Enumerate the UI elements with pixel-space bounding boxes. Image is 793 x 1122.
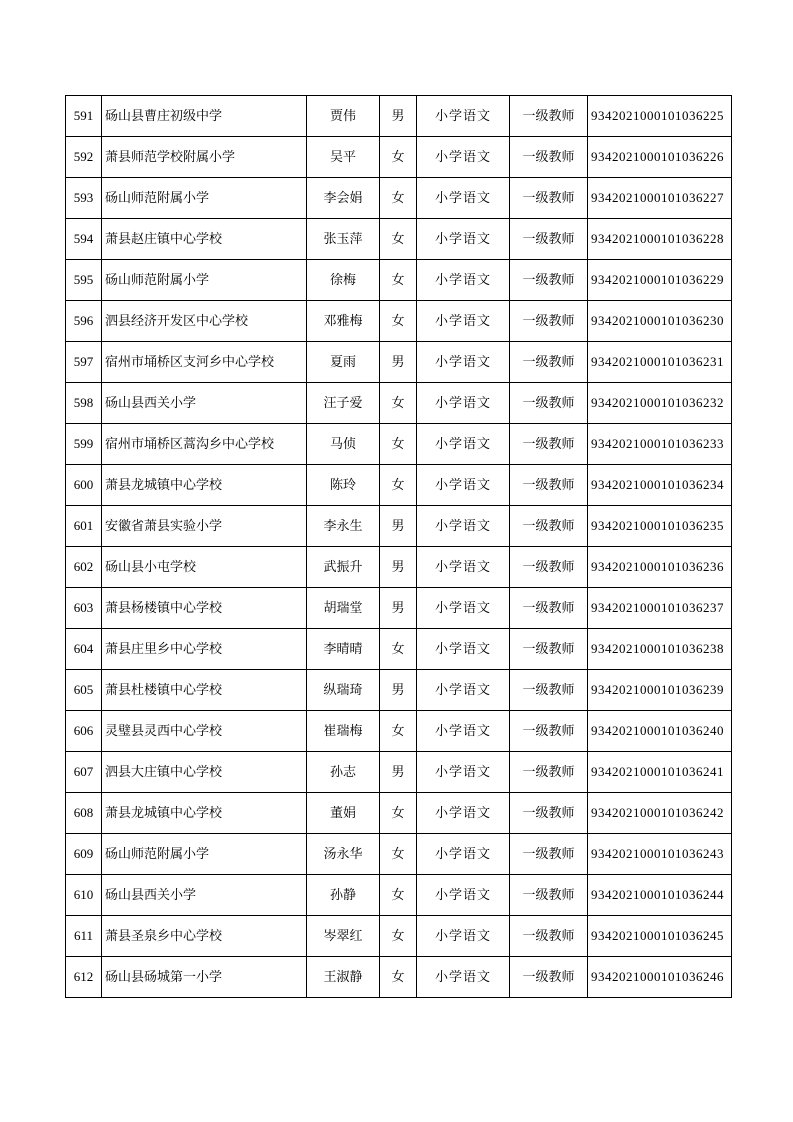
- gender: 女: [380, 629, 417, 670]
- certificate-number: 9342021000101036241: [588, 752, 732, 793]
- school-name: 砀山县曹庄初级中学: [102, 96, 307, 137]
- certificate-number: 9342021000101036233: [588, 424, 732, 465]
- school-name: 砀山县小屯学校: [102, 547, 307, 588]
- teacher-name: 张玉萍: [307, 219, 380, 260]
- school-name: 萧县杨楼镇中心学校: [102, 588, 307, 629]
- row-number: 603: [66, 588, 102, 629]
- certificate-number: 9342021000101036235: [588, 506, 732, 547]
- teacher-name: 吴平: [307, 137, 380, 178]
- table-row: [66, 875, 732, 916]
- gender: 男: [380, 752, 417, 793]
- subject: 小学语文: [417, 506, 510, 547]
- teacher-name: 胡瑞堂: [307, 588, 380, 629]
- table-row: [66, 178, 732, 219]
- teacher-name: 王淑静: [307, 957, 380, 998]
- table-row: [66, 588, 732, 629]
- job-title: 一级教师: [510, 957, 588, 998]
- certificate-number: 9342021000101036232: [588, 383, 732, 424]
- certificate-number: 9342021000101036239: [588, 670, 732, 711]
- job-title: 一级教师: [510, 301, 588, 342]
- row-number: 599: [66, 424, 102, 465]
- subject: 小学语文: [417, 547, 510, 588]
- job-title: 一级教师: [510, 588, 588, 629]
- subject: 小学语文: [417, 178, 510, 219]
- subject: 小学语文: [417, 96, 510, 137]
- certificate-number: 9342021000101036229: [588, 260, 732, 301]
- table-row: [66, 834, 732, 875]
- school-name: 萧县庄里乡中心学校: [102, 629, 307, 670]
- subject: 小学语文: [417, 752, 510, 793]
- certificate-number: 9342021000101036243: [588, 834, 732, 875]
- school-name: 砀山师范附属小学: [102, 178, 307, 219]
- teacher-name: 汪子爱: [307, 383, 380, 424]
- table-row: [66, 342, 732, 383]
- school-name: 萧县赵庄镇中心学校: [102, 219, 307, 260]
- table-row: [66, 260, 732, 301]
- school-name: 灵璧县灵西中心学校: [102, 711, 307, 752]
- job-title: 一级教师: [510, 96, 588, 137]
- subject: 小学语文: [417, 834, 510, 875]
- subject: 小学语文: [417, 137, 510, 178]
- gender: 男: [380, 342, 417, 383]
- subject: 小学语文: [417, 629, 510, 670]
- teacher-name: 夏雨: [307, 342, 380, 383]
- certificate-number: 9342021000101036245: [588, 916, 732, 957]
- gender: 女: [380, 875, 417, 916]
- subject: 小学语文: [417, 383, 510, 424]
- school-name: 泗县经济开发区中心学校: [102, 301, 307, 342]
- teacher-name: 孙志: [307, 752, 380, 793]
- row-number: 607: [66, 752, 102, 793]
- subject: 小学语文: [417, 957, 510, 998]
- subject: 小学语文: [417, 793, 510, 834]
- subject: 小学语文: [417, 219, 510, 260]
- table-row: [66, 547, 732, 588]
- certificate-number: 9342021000101036242: [588, 793, 732, 834]
- teacher-table-body: [66, 96, 732, 998]
- school-name: 砀山县西关小学: [102, 875, 307, 916]
- certificate-number: 9342021000101036230: [588, 301, 732, 342]
- certificate-number: 9342021000101036228: [588, 219, 732, 260]
- school-name: 泗县大庄镇中心学校: [102, 752, 307, 793]
- row-number: 605: [66, 670, 102, 711]
- school-name: 萧县杜楼镇中心学校: [102, 670, 307, 711]
- table-row: [66, 219, 732, 260]
- job-title: 一级教师: [510, 875, 588, 916]
- gender: 男: [380, 588, 417, 629]
- job-title: 一级教师: [510, 137, 588, 178]
- subject: 小学语文: [417, 465, 510, 506]
- subject: 小学语文: [417, 875, 510, 916]
- job-title: 一级教师: [510, 178, 588, 219]
- row-number: 594: [66, 219, 102, 260]
- school-name: 砀山师范附属小学: [102, 260, 307, 301]
- certificate-number: 9342021000101036244: [588, 875, 732, 916]
- row-number: 612: [66, 957, 102, 998]
- row-number: 608: [66, 793, 102, 834]
- row-number: 611: [66, 916, 102, 957]
- subject: 小学语文: [417, 588, 510, 629]
- job-title: 一级教师: [510, 424, 588, 465]
- row-number: 606: [66, 711, 102, 752]
- job-title: 一级教师: [510, 506, 588, 547]
- teacher-name: 李永生: [307, 506, 380, 547]
- table-row: [66, 301, 732, 342]
- school-name: 萧县龙城镇中心学校: [102, 465, 307, 506]
- row-number: 609: [66, 834, 102, 875]
- certificate-number: 9342021000101036234: [588, 465, 732, 506]
- gender: 女: [380, 260, 417, 301]
- job-title: 一级教师: [510, 219, 588, 260]
- certificate-number: 9342021000101036236: [588, 547, 732, 588]
- table-row: [66, 629, 732, 670]
- row-number: 600: [66, 465, 102, 506]
- teacher-name: 汤永华: [307, 834, 380, 875]
- subject: 小学语文: [417, 916, 510, 957]
- certificate-number: 9342021000101036231: [588, 342, 732, 383]
- teacher-name: 岑翠红: [307, 916, 380, 957]
- row-number: 592: [66, 137, 102, 178]
- teacher-name: 纵瑞琦: [307, 670, 380, 711]
- gender: 女: [380, 957, 417, 998]
- row-number: 597: [66, 342, 102, 383]
- table-row: [66, 957, 732, 998]
- subject: 小学语文: [417, 711, 510, 752]
- teacher-name: 孙静: [307, 875, 380, 916]
- job-title: 一级教师: [510, 793, 588, 834]
- gender: 女: [380, 711, 417, 752]
- teacher-name: 徐梅: [307, 260, 380, 301]
- job-title: 一级教师: [510, 465, 588, 506]
- gender: 女: [380, 137, 417, 178]
- table-row: [66, 465, 732, 506]
- gender: 女: [380, 793, 417, 834]
- row-number: 601: [66, 506, 102, 547]
- job-title: 一级教师: [510, 834, 588, 875]
- gender: 女: [380, 219, 417, 260]
- job-title: 一级教师: [510, 670, 588, 711]
- school-name: 萧县师范学校附属小学: [102, 137, 307, 178]
- teacher-name: 崔瑞梅: [307, 711, 380, 752]
- row-number: 602: [66, 547, 102, 588]
- gender: 女: [380, 916, 417, 957]
- certificate-number: 9342021000101036226: [588, 137, 732, 178]
- row-number: 598: [66, 383, 102, 424]
- job-title: 一级教师: [510, 752, 588, 793]
- table-row: [66, 711, 732, 752]
- subject: 小学语文: [417, 342, 510, 383]
- certificate-number: 9342021000101036225: [588, 96, 732, 137]
- table-row: [66, 793, 732, 834]
- school-name: 砀山县西关小学: [102, 383, 307, 424]
- teacher-name: 李会娟: [307, 178, 380, 219]
- school-name: 砀山师范附属小学: [102, 834, 307, 875]
- teacher-name: 邓雅梅: [307, 301, 380, 342]
- certificate-number: 9342021000101036240: [588, 711, 732, 752]
- school-name: 砀山县砀城第一小学: [102, 957, 307, 998]
- gender: 男: [380, 96, 417, 137]
- job-title: 一级教师: [510, 916, 588, 957]
- job-title: 一级教师: [510, 342, 588, 383]
- job-title: 一级教师: [510, 383, 588, 424]
- school-name: 萧县圣泉乡中心学校: [102, 916, 307, 957]
- teacher-name: 陈玲: [307, 465, 380, 506]
- job-title: 一级教师: [510, 629, 588, 670]
- school-name: 宿州市埇桥区蒿沟乡中心学校: [102, 424, 307, 465]
- table-row: [66, 916, 732, 957]
- subject: 小学语文: [417, 670, 510, 711]
- table-row: [66, 424, 732, 465]
- table-row: [66, 506, 732, 547]
- school-name: 萧县龙城镇中心学校: [102, 793, 307, 834]
- table-row: [66, 137, 732, 178]
- certificate-number: 9342021000101036238: [588, 629, 732, 670]
- gender: 女: [380, 383, 417, 424]
- teacher-name: 武振升: [307, 547, 380, 588]
- row-number: 591: [66, 96, 102, 137]
- job-title: 一级教师: [510, 547, 588, 588]
- row-number: 596: [66, 301, 102, 342]
- gender: 男: [380, 547, 417, 588]
- job-title: 一级教师: [510, 260, 588, 301]
- job-title: 一级教师: [510, 711, 588, 752]
- table-row: [66, 383, 732, 424]
- gender: 男: [380, 506, 417, 547]
- certificate-number: 9342021000101036227: [588, 178, 732, 219]
- row-number: 610: [66, 875, 102, 916]
- row-number: 595: [66, 260, 102, 301]
- school-name: 宿州市埇桥区支河乡中心学校: [102, 342, 307, 383]
- gender: 女: [380, 465, 417, 506]
- table-row: [66, 752, 732, 793]
- row-number: 593: [66, 178, 102, 219]
- certificate-number: 9342021000101036246: [588, 957, 732, 998]
- school-name: 安徽省萧县实验小学: [102, 506, 307, 547]
- gender: 女: [380, 424, 417, 465]
- gender: 男: [380, 670, 417, 711]
- subject: 小学语文: [417, 260, 510, 301]
- teacher-roster-table: [65, 95, 732, 998]
- table-row: [66, 670, 732, 711]
- gender: 女: [380, 301, 417, 342]
- table-row: [66, 96, 732, 137]
- subject: 小学语文: [417, 424, 510, 465]
- teacher-name: 董娟: [307, 793, 380, 834]
- teacher-name: 马侦: [307, 424, 380, 465]
- teacher-name: 贾伟: [307, 96, 380, 137]
- certificate-number: 9342021000101036237: [588, 588, 732, 629]
- subject: 小学语文: [417, 301, 510, 342]
- gender: 女: [380, 834, 417, 875]
- gender: 女: [380, 178, 417, 219]
- teacher-name: 李晴晴: [307, 629, 380, 670]
- row-number: 604: [66, 629, 102, 670]
